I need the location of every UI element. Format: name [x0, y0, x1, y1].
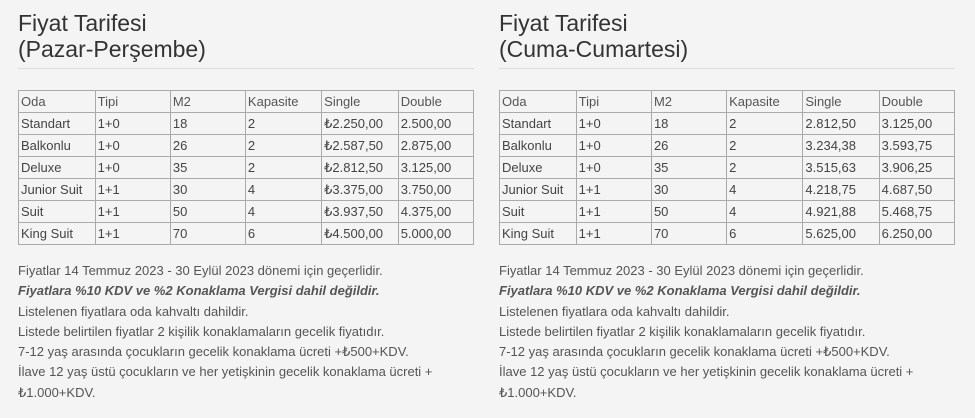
note-validity: Fiyatlar 14 Temmuz 2023 - 30 Eylül 2023 dönemi için geçerlidir. [499, 263, 864, 278]
cell-m2: 50 [170, 201, 245, 223]
section-title-line1: Fiyat Tarifesi [499, 10, 628, 36]
cell-double: 3.750,00 [398, 179, 473, 201]
cell-capacity: 2 [245, 157, 321, 179]
column-header-capacity: Kapasite [245, 91, 321, 113]
cell-type: 1+1 [95, 179, 170, 201]
cell-capacity: 2 [727, 157, 803, 179]
cell-room: Balkonlu [19, 135, 96, 157]
note-tax: Fiyatlara %10 KDV ve %2 Konaklama Vergisi dahil değildir. [18, 283, 380, 299]
cell-capacity: 2 [245, 135, 321, 157]
cell-m2: 26 [651, 135, 726, 157]
note-tax: Fiyatlara %10 KDV ve %2 Konaklama Vergisi dahil değildir. [499, 283, 861, 299]
cell-m2: 30 [170, 179, 245, 201]
note-adults-line1: İlave 12 yaş üstü çocukların ve her yetişkinin gecelik konaklama ücreti + [499, 364, 914, 380]
cell-room: Suit [19, 201, 96, 223]
cell-type: 1+0 [576, 157, 651, 179]
table-row [19, 113, 474, 135]
note-breakfast: Listelenen fiyatlara oda kahvaltı dahildir. [18, 303, 249, 319]
section-title-line1: Fiyat Tarifesi [18, 10, 147, 36]
table-header-row [500, 91, 955, 113]
cell-single: ₺3.375,00 [322, 179, 399, 201]
cell-capacity: 4 [245, 179, 321, 201]
note-breakfast: Listelenen fiyatlara oda kahvaltı dahildir. [499, 303, 730, 319]
cell-type: 1+1 [576, 179, 651, 201]
cell-m2: 50 [651, 201, 726, 223]
column-header-single: Single [322, 91, 399, 113]
table-row [500, 223, 955, 245]
cell-double: 5.000,00 [398, 223, 473, 245]
cell-double: 3.906,25 [879, 157, 954, 179]
cell-m2: 30 [651, 179, 726, 201]
cell-capacity: 2 [727, 113, 803, 135]
cell-room: Junior Suit [19, 179, 96, 201]
rate-section-weekday [18, 0, 474, 403]
column-header-double: Double [879, 91, 954, 113]
cell-double: 3.125,00 [879, 113, 954, 135]
cell-room: Deluxe [19, 157, 96, 179]
note-validity: Fiyatlar 14 Temmuz 2023 - 30 Eylül 2023 dönemi için geçerlidir. [18, 263, 383, 278]
cell-capacity: 6 [245, 223, 321, 245]
note-children: 7-12 yaş arasında çocukların gecelik konaklama ücreti +₺500+KDV. [18, 344, 409, 360]
cell-type: 1+1 [576, 201, 651, 223]
cell-type: 1+0 [95, 113, 170, 135]
section-title [18, 10, 474, 69]
cell-room: Deluxe [500, 157, 577, 179]
cell-double: 5.468,75 [879, 201, 954, 223]
table-row [500, 113, 955, 135]
cell-room: Standart [19, 113, 96, 135]
cell-capacity: 2 [727, 135, 803, 157]
cell-single: ₺2.250,00 [322, 113, 399, 135]
cell-single: 2.812,50 [803, 113, 879, 135]
cell-capacity: 4 [245, 201, 321, 223]
cell-single: 4.921,88 [803, 201, 879, 223]
cell-single: 5.625,00 [803, 223, 879, 245]
cell-type: 1+0 [576, 113, 651, 135]
cell-single: ₺2.587,50 [322, 135, 399, 157]
cell-type: 1+0 [576, 135, 651, 157]
cell-double: 4.375,00 [398, 201, 473, 223]
cell-room: Standart [500, 113, 577, 135]
cell-m2: 18 [651, 113, 726, 135]
cell-single: ₺3.937,50 [322, 201, 399, 223]
rate-section-weekend [499, 0, 955, 403]
cell-single: 4.218,75 [803, 179, 879, 201]
table-row [19, 157, 474, 179]
cell-capacity: 6 [727, 223, 803, 245]
cell-room: King Suit [19, 223, 96, 245]
cell-m2: 26 [170, 135, 245, 157]
cell-type: 1+0 [95, 135, 170, 157]
section-title [499, 10, 955, 69]
table-row [19, 135, 474, 157]
cell-double: 6.250,00 [879, 223, 954, 245]
table-row [19, 223, 474, 245]
cell-room: Balkonlu [500, 135, 577, 157]
cell-m2: 70 [170, 223, 245, 245]
table-row [500, 135, 955, 157]
table-header-row [19, 91, 474, 113]
cell-single: 3.515,63 [803, 157, 879, 179]
note-adults-line1: İlave 12 yaş üstü çocukların ve her yetişkinin gecelik konaklama ücreti + [18, 364, 433, 380]
column-header-type: Tipi [95, 91, 170, 113]
table-row [19, 201, 474, 223]
column-header-room: Oda [19, 91, 96, 113]
cell-double: 3.593,75 [879, 135, 954, 157]
note-per-night: Listede belirtilen fiyatlar 2 kişilik konaklamaların gecelik fiyatıdır. [499, 323, 866, 339]
note-per-night: Listede belirtilen fiyatlar 2 kişilik konaklamaların gecelik fiyatıdır. [18, 323, 385, 339]
column-header-capacity: Kapasite [727, 91, 803, 113]
cell-m2: 35 [170, 157, 245, 179]
section-title-line2: (Cuma-Cumartesi) [499, 36, 689, 62]
column-header-room: Oda [500, 91, 577, 113]
table-row [19, 179, 474, 201]
note-adults-line2: ₺1.000+KDV. [499, 384, 577, 400]
rate-notes [499, 261, 955, 403]
cell-room: Suit [500, 201, 577, 223]
cell-capacity: 4 [727, 179, 803, 201]
cell-room: King Suit [500, 223, 577, 245]
cell-capacity: 2 [245, 113, 321, 135]
rate-table [18, 90, 474, 245]
cell-m2: 18 [170, 113, 245, 135]
column-header-m2: M2 [170, 91, 245, 113]
note-adults-line2: ₺1.000+KDV. [18, 384, 96, 400]
cell-double: 2.500,00 [398, 113, 473, 135]
cell-double: 2.875,00 [398, 135, 473, 157]
table-row [500, 157, 955, 179]
column-header-type: Tipi [576, 91, 651, 113]
column-header-single: Single [803, 91, 879, 113]
section-title-line2: (Pazar-Perşembe) [18, 36, 206, 62]
rate-table [499, 90, 955, 245]
note-children: 7-12 yaş arasında çocukların gecelik konaklama ücreti +₺500+KDV. [499, 344, 890, 360]
cell-single: 3.234,38 [803, 135, 879, 157]
cell-type: 1+1 [95, 223, 170, 245]
cell-room: Junior Suit [500, 179, 577, 201]
cell-type: 1+1 [95, 201, 170, 223]
column-header-m2: M2 [651, 91, 726, 113]
cell-m2: 35 [651, 157, 726, 179]
cell-type: 1+0 [95, 157, 170, 179]
column-header-double: Double [398, 91, 473, 113]
cell-type: 1+1 [576, 223, 651, 245]
rate-notes [18, 261, 474, 403]
table-row [500, 201, 955, 223]
cell-double: 3.125,00 [398, 157, 473, 179]
cell-double: 4.687,50 [879, 179, 954, 201]
cell-single: ₺2.812,50 [322, 157, 399, 179]
cell-capacity: 4 [727, 201, 803, 223]
cell-single: ₺4.500,00 [322, 223, 399, 245]
table-row [500, 179, 955, 201]
cell-m2: 70 [651, 223, 726, 245]
